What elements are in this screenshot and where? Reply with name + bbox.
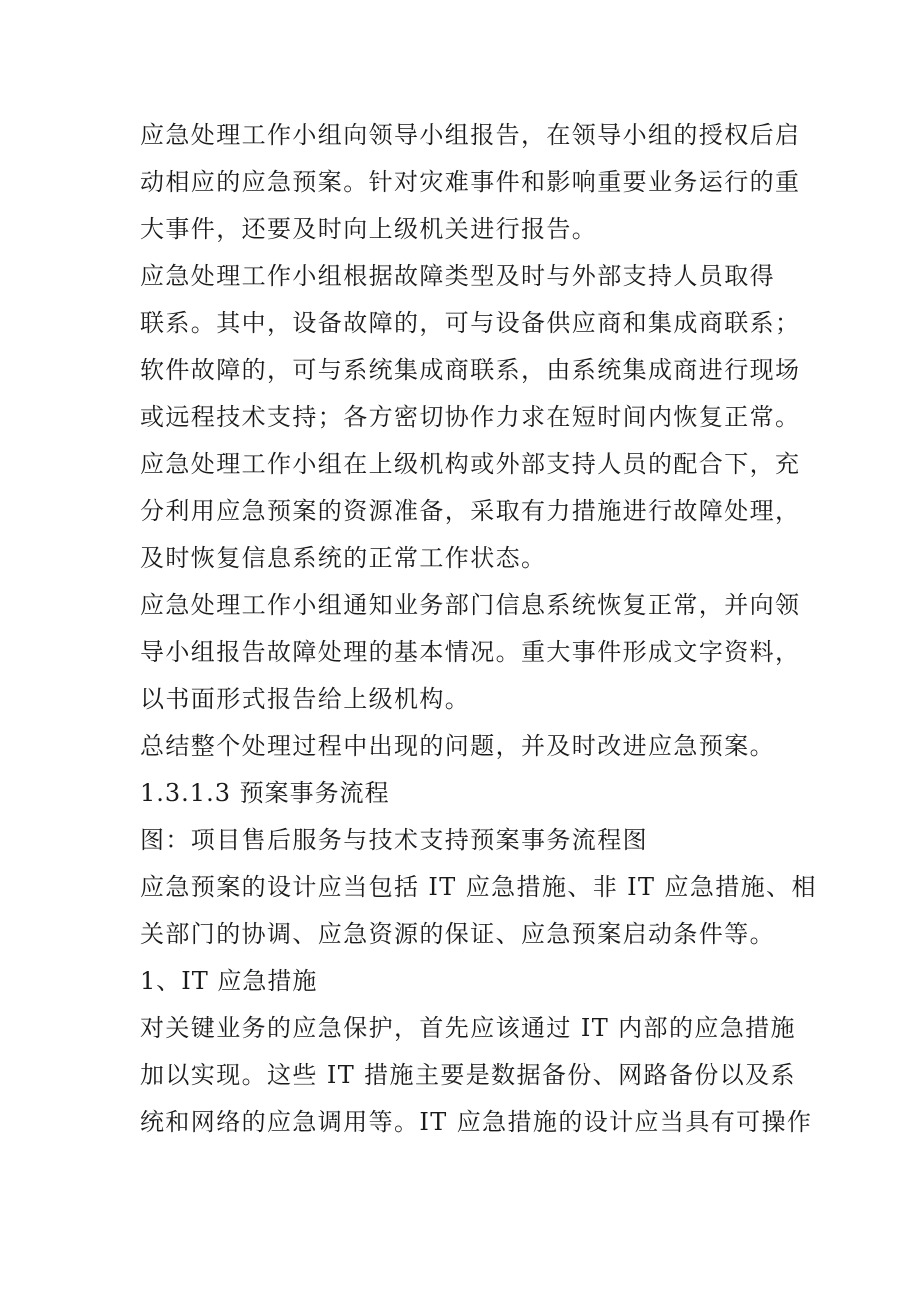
text-line: 以书面形式报告给上级机构。 (140, 685, 471, 713)
paragraph-report-to-leadership (140, 112, 800, 253)
text-line: 及时恢复信息系统的正常工作状态。 (140, 544, 547, 572)
text-line: 联系。其中，设备故障的，可与设备供应商和集成商联系； (140, 309, 801, 337)
text-line: 总结整个处理过程中出现的问题，并及时改进应急预案。 (140, 732, 775, 760)
document-body (140, 112, 817, 1146)
text-line: 大事件，还要及时向上级机关进行报告。 (140, 215, 598, 243)
text-line: 对关键业务的应急保护，首先应该通过 IT 内部的应急措施 (140, 1014, 796, 1042)
text-line: 应急预案的设计应当包括 IT 应急措施、非 IT 应急措施、相 (140, 873, 817, 901)
text-line: 应急处理工作小组根据故障类型及时与外部支持人员取得 (140, 262, 775, 290)
paragraph-it-measures (140, 1005, 813, 1146)
paragraph-recovery-notice (140, 582, 800, 723)
paragraph-plan-design (140, 864, 817, 958)
text-line: 加以实现。这些 IT 措施主要是数据备份、网路备份以及系 (140, 1061, 796, 1089)
text-line: 导小组报告故障处理的基本情况。重大事件形成文字资料， (140, 638, 801, 666)
text-line: 关部门的协调、应急资源的保证、应急预案启动条件等。 (140, 920, 775, 948)
heading-text: 1、IT 应急措施 (140, 967, 318, 995)
text-line: 应急处理工作小组向领导小组报告，在领导小组的授权后启 (140, 121, 801, 149)
text-line: 动相应的应急预案。针对灾难事件和影响重要业务运行的重 (140, 168, 801, 196)
text-line: 统和网络的应急调用等。IT 应急措施的设计应当具有可操作 (140, 1108, 813, 1136)
heading-text: 1.3.1.3 预案事务流程 (140, 779, 390, 807)
text-line: 软件故障的，可与系统集成商联系，由系统集成商进行现场 (140, 356, 801, 384)
section-heading-it-measures (140, 958, 800, 1005)
text-line: 应急处理工作小组通知业务部门信息系统恢复正常，并向领 (140, 591, 801, 619)
section-heading-plan-workflow (140, 770, 800, 817)
text-line: 或远程技术支持；各方密切协作力求在短时间内恢复正常。 (140, 403, 801, 431)
caption-text: 图：项目售后服务与技术支持预案事务流程图 (140, 826, 648, 854)
paragraph-fault-handling (140, 441, 800, 582)
paragraph-summary (140, 723, 800, 770)
paragraph-external-support (140, 253, 800, 441)
text-line: 分利用应急预案的资源准备，采取有力措施进行故障处理， (140, 497, 801, 525)
text-line: 应急处理工作小组在上级机构或外部支持人员的配合下，充 (140, 450, 801, 478)
figure-caption (140, 817, 800, 864)
